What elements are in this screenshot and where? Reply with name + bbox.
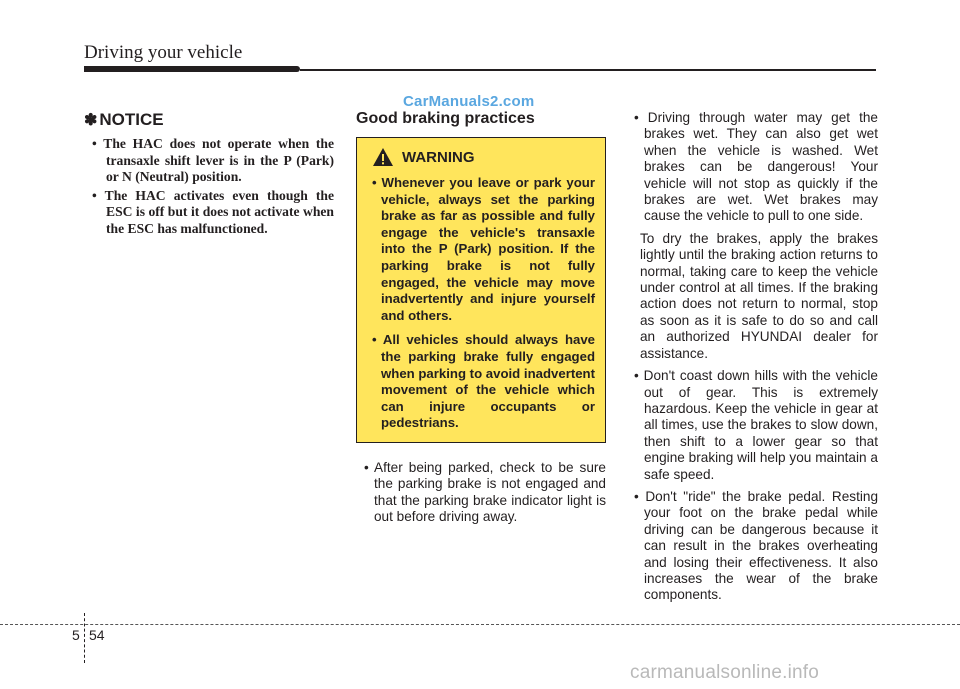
notice-item: • The HAC activates even though the ESC is off but it does not activate when the ESC has malfunctioned. xyxy=(92,187,334,236)
section-title: Good braking practices xyxy=(356,110,535,127)
braking-section-continued xyxy=(626,110,878,610)
notice-star-icon: ✽ xyxy=(84,112,98,129)
warning-title: WARNING xyxy=(402,148,475,166)
braking-section xyxy=(356,110,606,532)
notice-section xyxy=(84,110,334,240)
notice-list xyxy=(84,136,334,238)
warning-box xyxy=(356,137,606,443)
chapter-number: 5 xyxy=(72,627,80,643)
footer-rule xyxy=(0,624,960,626)
braking-list xyxy=(356,460,606,526)
warning-heading xyxy=(372,147,595,167)
header-rule-thick xyxy=(84,66,300,72)
warning-item: • All vehicles should always have the parking brake fully engaged when parking to avoid inadvertent movement of the vehicle which can injure occupants or pedestrians. xyxy=(372,332,595,431)
braking-item: • Don't coast down hills with the vehicle out of gear. This is extremely hazardous. Keep the vehicle in gear at all times, use the brakes to slow down, then shift to a lower gear so that engine braking will help you maintain a safe speed. xyxy=(634,368,878,482)
page-number: 54 xyxy=(89,627,105,643)
page-header-title: Driving your vehicle xyxy=(84,42,243,63)
watermark-top: CarManuals2.com xyxy=(403,93,535,110)
notice-title: NOTICE xyxy=(99,110,164,129)
watermark-bottom: carmanualsonline.info xyxy=(630,662,820,683)
braking-item: • Don't "ride" the brake pedal. Resting your foot on the brake pedal while driving can be dangerous because it can result in the brakes overheating and losing their effectiveness. It also increases the wear of the brake components. xyxy=(634,488,878,603)
braking-list-continued xyxy=(626,110,878,225)
header-rule-thin xyxy=(300,69,876,71)
braking-item: • After being parked, check to be sure the parking brake is not engaged and that the parking brake indicator light is out before driving away. xyxy=(364,459,606,525)
warning-triangle-icon xyxy=(372,147,394,167)
braking-item: • Driving through water may get the brakes wet. They can also get wet when the vehicle is washed. Wet brakes can be dangerous! Your vehicle will not stop as quickly if the brakes are wet. Wet brakes may cause the vehicle to pull to one side. xyxy=(634,110,878,224)
warning-list xyxy=(367,175,595,432)
footer-divider xyxy=(84,613,86,663)
notice-heading xyxy=(84,110,334,130)
braking-paragraph: To dry the brakes, apply the brakes lightly until the braking action returns to normal, taking care to keep the vehicle under control at all times. If the braking action does not return to normal, stop as soon as it is safe to do so and call an authorized HYUNDAI dealer for assistance. xyxy=(640,230,878,361)
warning-item: • Whenever you leave or park your vehicle, always set the parking brake as far as possible and fully engage the vehicle's transaxle into the P (Park) position. If the parking brake is not fully engaged, the vehicle may move inadvertently and injure yourself and others. xyxy=(372,175,595,323)
braking-list-continued-2 xyxy=(626,368,878,604)
notice-item: • The HAC does not operate when the transaxle shift lever is in the P (Park) or N (Neutral) position. xyxy=(92,136,334,185)
